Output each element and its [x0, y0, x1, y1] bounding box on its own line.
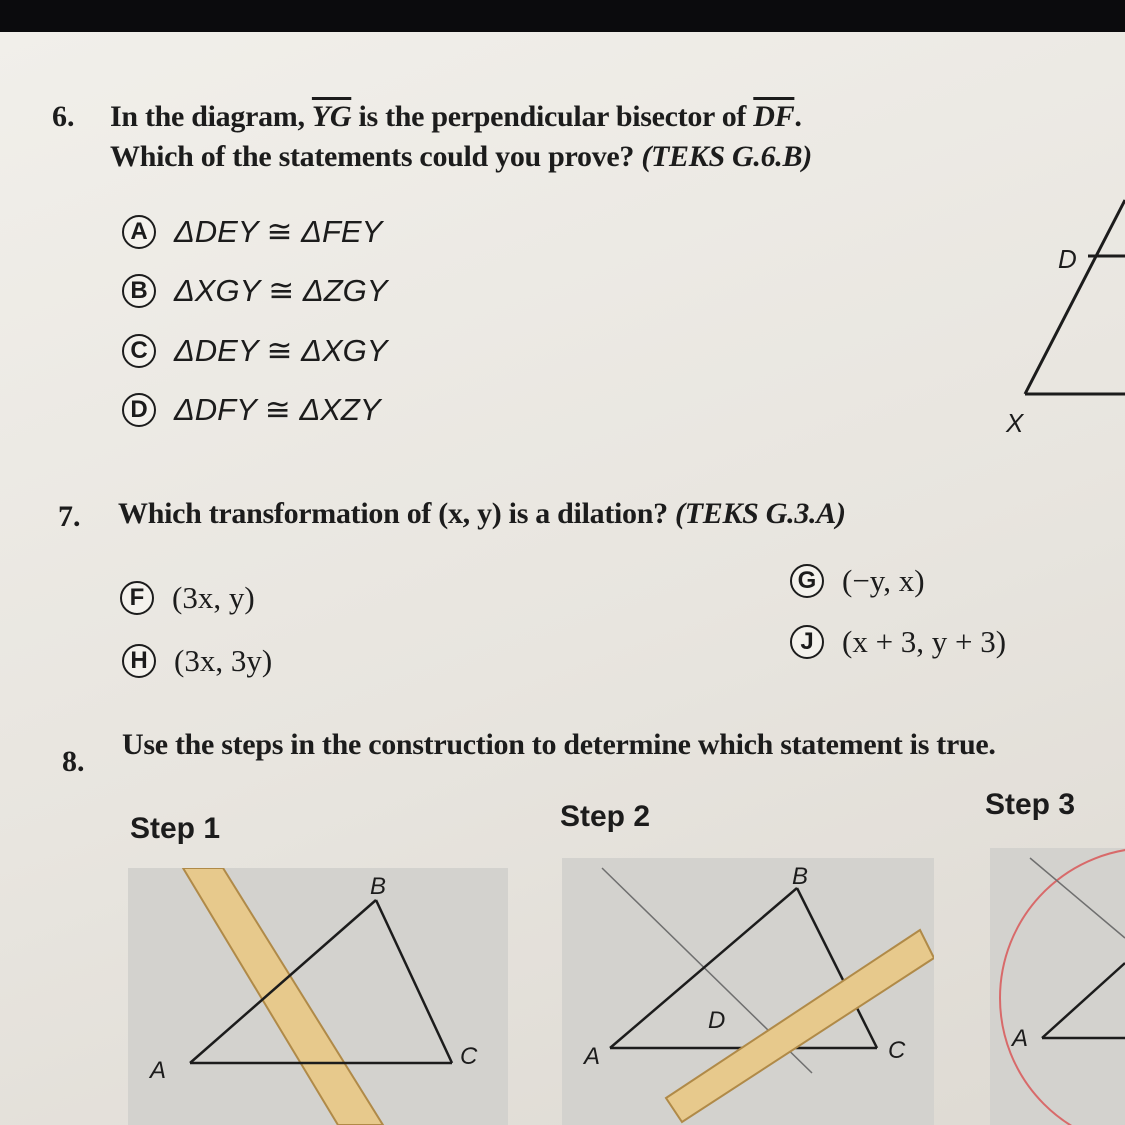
step1-panel: [128, 868, 508, 1125]
q6-segment-yg: $\overline{YG}$: [311, 100, 352, 133]
q7-text: Which transformation of (x, y) is a dilation?: [118, 497, 668, 530]
q6-choice-a-text: ΔDEY ≅ ΔFEY: [174, 214, 383, 249]
top-dark-bar: [0, 0, 1125, 32]
step2-side-ab: [610, 888, 797, 1048]
q6-choice-d[interactable]: [122, 392, 381, 428]
q6-line2-text: Which of the statements could you prove?: [110, 140, 635, 173]
step1-diagram: [128, 868, 508, 1125]
q7-number: 7.: [58, 500, 81, 533]
q6-number: 6.: [52, 100, 75, 133]
step3-compass-arc: [1000, 848, 1125, 1125]
step2-diagram: [562, 858, 934, 1125]
q6-line1-end: .: [794, 100, 802, 133]
q6-line1-prefix: In the diagram,: [110, 100, 305, 133]
q7-choice-f-text: (3x, y): [172, 580, 255, 615]
step3-diagram: [990, 848, 1125, 1125]
q6-choice-b[interactable]: [122, 273, 387, 309]
q7-teks: (TEKS G.3.A): [675, 497, 846, 530]
q6-line1-mid: is the perpendicular bisector of: [358, 100, 747, 133]
step2-label-a: A: [584, 1043, 601, 1070]
bubble-b-icon[interactable]: B: [122, 274, 156, 308]
q8-number: 8.: [62, 745, 85, 778]
step1-label-c: C: [460, 1043, 478, 1070]
q6-diagram-slant-line: [1025, 200, 1125, 394]
step1-label-b: B: [370, 873, 387, 900]
step2-label: Step 2: [560, 800, 651, 833]
step3-label: Step 3: [985, 788, 1076, 821]
step3-construction-line: [1030, 858, 1125, 938]
bubble-h-icon[interactable]: H: [122, 644, 156, 678]
q6-choice-c-text: ΔDEY ≅ ΔXGY: [174, 333, 388, 368]
q7-choice-j-text: (x + 3, y + 3): [842, 624, 1007, 659]
q6-teks: (TEKS G.6.B): [641, 140, 812, 173]
bubble-f-icon[interactable]: F: [120, 581, 154, 615]
bubble-c-icon[interactable]: C: [122, 334, 156, 368]
q7-choice-f[interactable]: [120, 580, 255, 616]
q8-text: Use the steps in the construction to determine which statement is true.: [122, 728, 996, 761]
q6-choice-a[interactable]: [122, 214, 382, 250]
step2-label-b: B: [792, 863, 809, 890]
step3-label-a: A: [1012, 1025, 1029, 1052]
q7-choice-h-text: (3x, 3y): [174, 643, 273, 678]
step1-label: Step 1: [130, 812, 221, 845]
q6-choice-d-text: ΔDFY ≅ ΔXZY: [174, 392, 381, 427]
step3-panel: [990, 848, 1125, 1125]
step2-ruler: [666, 930, 934, 1122]
q6-choice-c[interactable]: [122, 333, 387, 369]
q6-segment-df: $\overline{DF}$: [753, 100, 795, 133]
q6-label-d: D: [1058, 244, 1077, 274]
q7-line: [118, 497, 846, 531]
q7-choice-j[interactable]: [790, 624, 1006, 660]
q6-line2: [110, 140, 812, 174]
step2-panel: [562, 858, 934, 1125]
bubble-d-icon[interactable]: D: [122, 393, 156, 427]
step3-side-ab: [1042, 963, 1125, 1038]
step2-label-c: C: [888, 1037, 906, 1064]
q6-diagram: [1000, 180, 1125, 440]
bubble-a-icon[interactable]: A: [122, 215, 156, 249]
step1-side-bc: [376, 900, 452, 1063]
step2-label-d: D: [708, 1007, 726, 1034]
q7-choice-g[interactable]: [790, 563, 925, 599]
q7-choice-h[interactable]: [122, 643, 272, 679]
step1-ruler: [183, 868, 383, 1125]
q6-choice-b-text: ΔXGY ≅ ΔZGY: [174, 273, 388, 308]
q6-label-x: X: [1006, 408, 1024, 438]
step1-label-a: A: [150, 1057, 167, 1084]
q6-line1: [110, 100, 802, 134]
bubble-j-icon[interactable]: J: [790, 625, 824, 659]
q7-choice-g-text: (−y, x): [842, 563, 925, 598]
bubble-g-icon[interactable]: G: [790, 564, 824, 598]
